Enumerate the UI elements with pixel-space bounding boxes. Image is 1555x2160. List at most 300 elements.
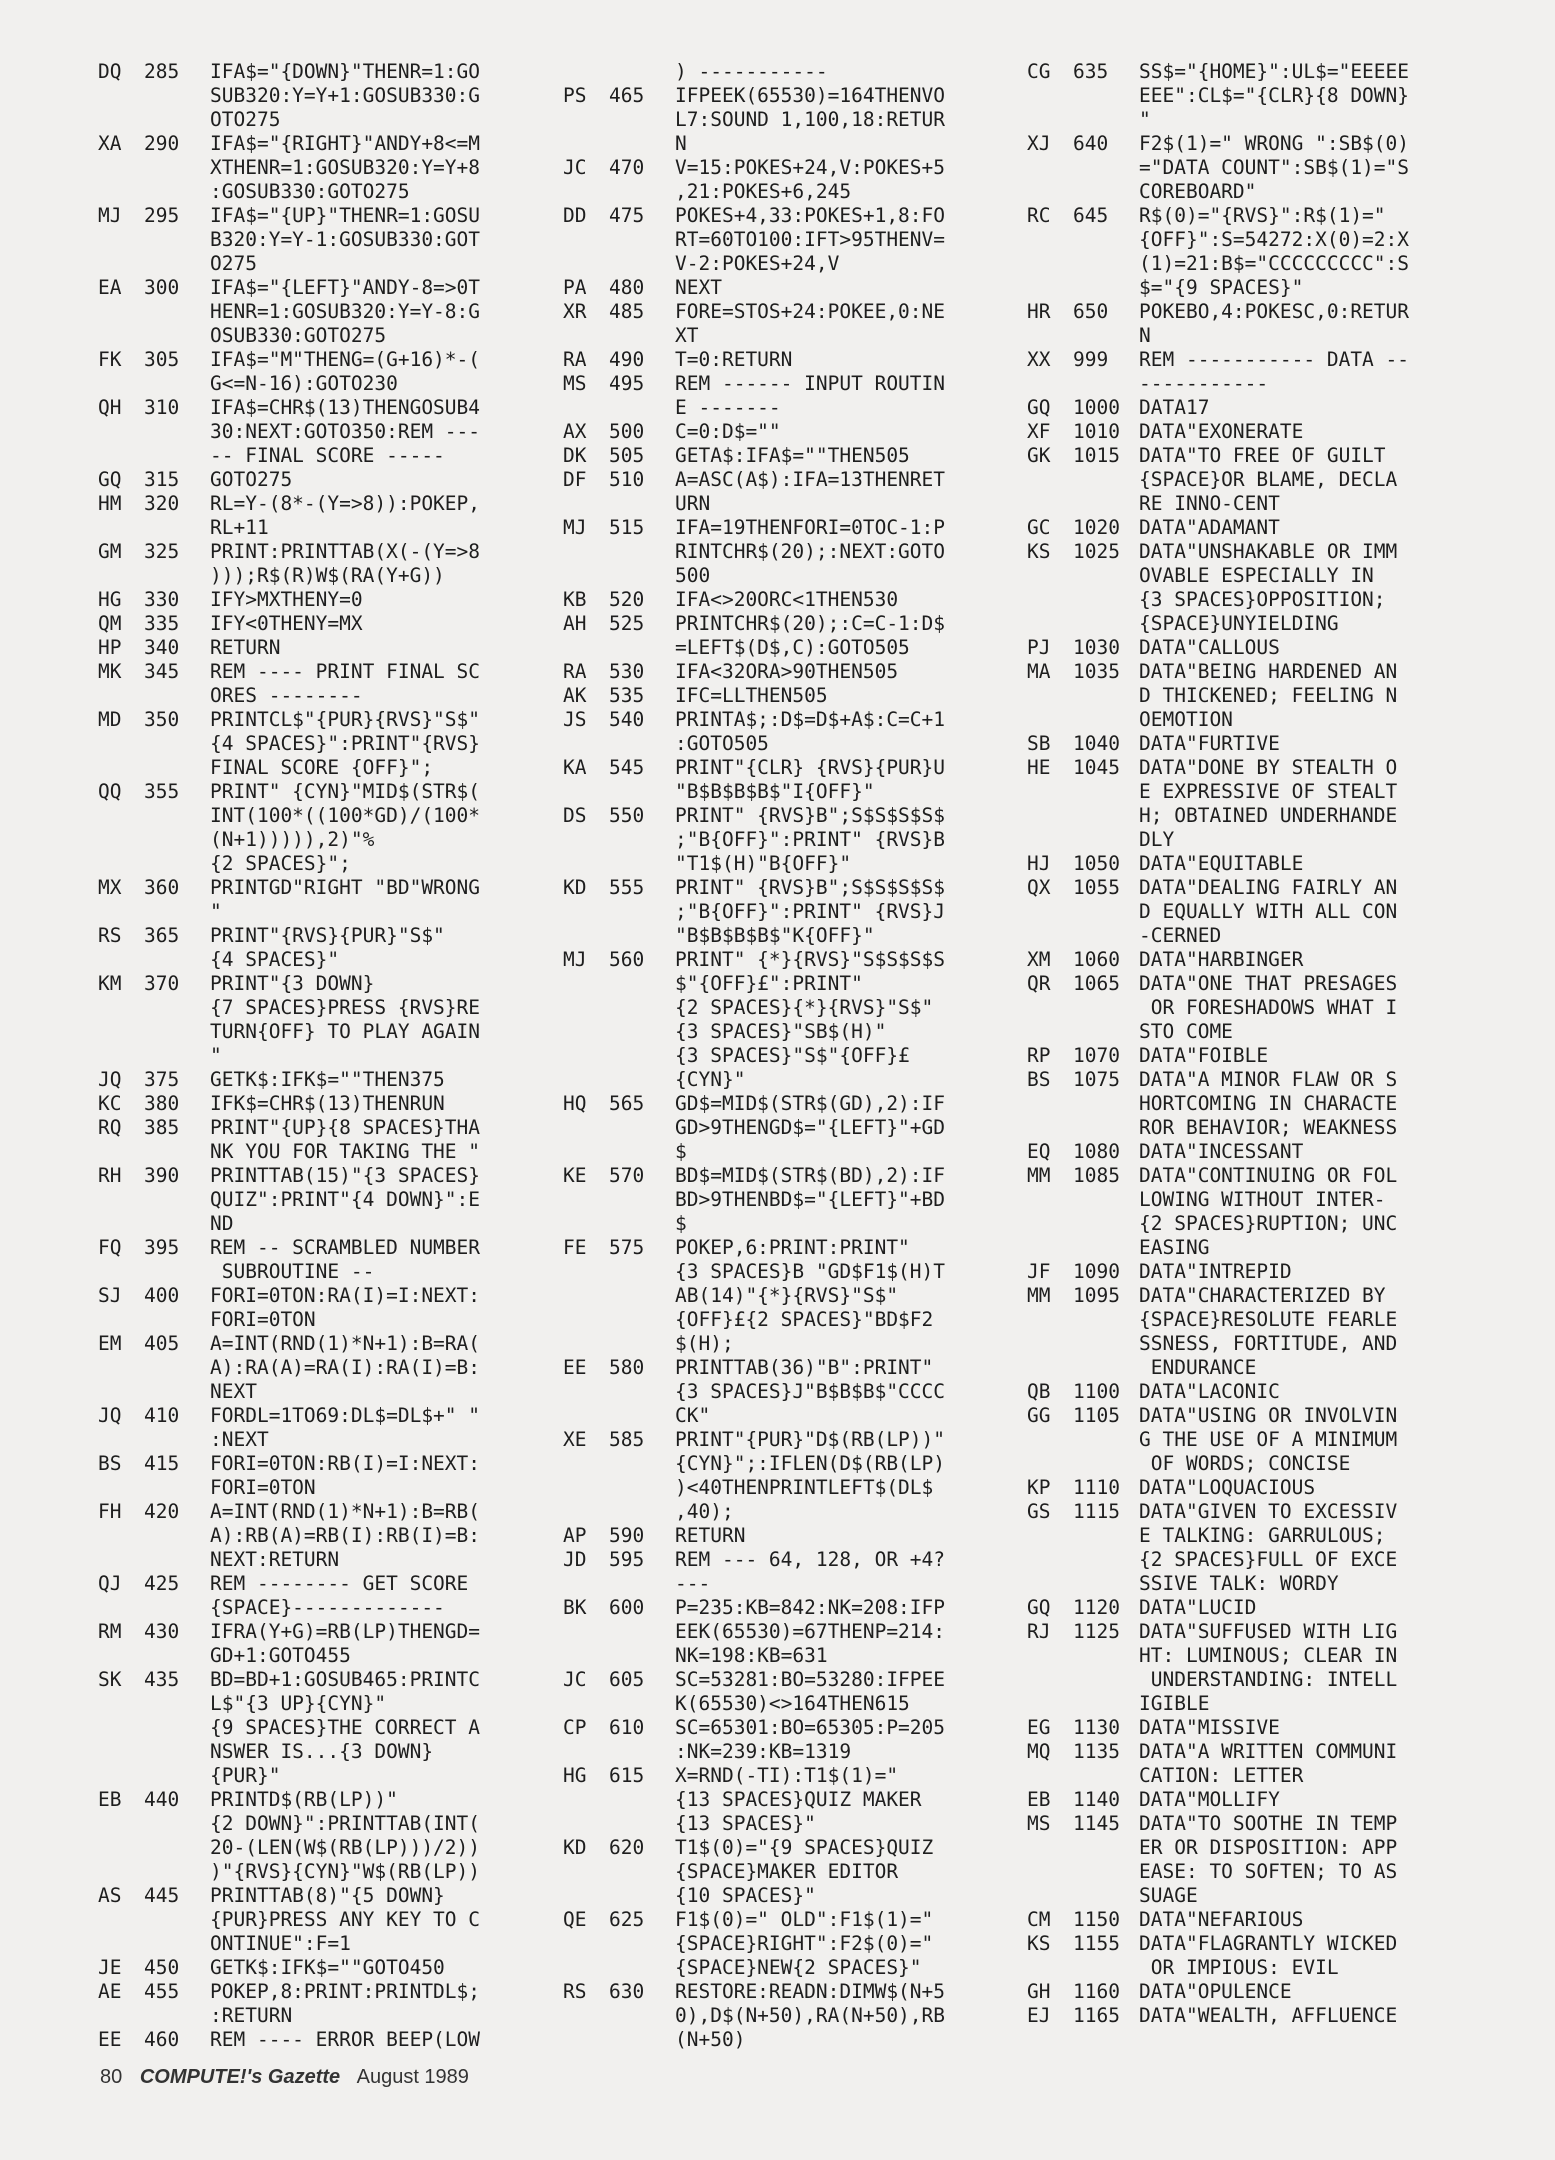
checksum-code: MS — [563, 372, 587, 395]
line-number: 400 — [144, 1284, 180, 1307]
listing-line — [98, 876, 533, 924]
checksum-code: HP — [98, 636, 122, 659]
code-line: PRINT" {CYN}"MID$(STR$( — [210, 780, 481, 803]
code-text — [210, 708, 533, 780]
code-line: AB(14)"{*}{RVS}"S$" — [675, 1284, 899, 1307]
code-line: HORTCOMING IN CHARACTE — [1139, 1092, 1398, 1115]
code-line: SUB320:Y=Y+1:GOSUB330:G — [210, 84, 481, 107]
line-number: 640 — [1073, 132, 1109, 155]
code-line: FORDL=1TO69:DL$=DL$+" " — [210, 1404, 481, 1427]
listing-line — [563, 804, 1005, 876]
listing-line — [98, 1332, 533, 1404]
listing-line — [563, 1596, 1005, 1668]
checksum-code: EB — [98, 1788, 122, 1811]
code-text — [675, 1092, 1005, 1164]
checksum-code: QE — [563, 1908, 587, 1931]
checksum-code: EB — [1027, 1788, 1051, 1811]
code-line: :GOTO505 — [675, 732, 769, 755]
listing-line — [98, 1236, 533, 1284]
code-text — [210, 60, 533, 132]
line-number: 590 — [609, 1524, 645, 1547]
listing-line — [1027, 660, 1467, 732]
code-text — [1139, 1500, 1467, 1596]
code-line: {3 SPACES}"SB$(H)" — [675, 1020, 887, 1043]
listing-line — [1027, 636, 1467, 660]
code-line: STO COME — [1139, 1020, 1233, 1043]
code-text — [1139, 660, 1467, 732]
code-line: -- FINAL SCORE ----- — [210, 444, 445, 467]
line-number: 1160 — [1073, 1980, 1120, 2003]
code-line: {SPACE}OR BLAME, DECLA — [1139, 468, 1398, 491]
listing-line — [563, 348, 1005, 372]
line-number: 440 — [144, 1788, 180, 1811]
listing-column-3 — [1027, 60, 1467, 2028]
listing-line — [1027, 948, 1467, 972]
code-text — [675, 684, 1005, 708]
code-line: 20-(LEN(W$(RB(LP)))/2)) — [210, 1836, 481, 1859]
code-line: 30:NEXT:GOTO350:REM --- — [210, 420, 481, 443]
code-line: COREBOARD" — [1139, 180, 1257, 203]
code-text — [210, 1332, 533, 1404]
listing-line — [563, 300, 1005, 348]
code-line: PRINTCL$"{PUR}{RVS}"S$" — [210, 708, 481, 731]
code-line: IFA=19THENFORI=0TOC-1:P — [675, 516, 946, 539]
line-number: 1010 — [1073, 420, 1120, 443]
line-number: 360 — [144, 876, 180, 899]
code-text — [210, 2028, 533, 2052]
listing-line — [98, 276, 533, 348]
code-text — [675, 1836, 1005, 1908]
code-line: (N+1))))),2)"% — [210, 828, 375, 851]
code-line: IGIBLE — [1139, 1692, 1210, 1715]
line-number: 550 — [609, 804, 645, 827]
line-number: 455 — [144, 1980, 180, 2003]
code-text — [1139, 1980, 1467, 2004]
code-line: NK=198:KB=631 — [675, 1644, 828, 1667]
listing-line — [1027, 1596, 1467, 1620]
line-number: 420 — [144, 1500, 180, 1523]
code-line: OR FORESHADOWS WHAT I — [1139, 996, 1398, 1019]
code-line: RINTCHR$(20);:NEXT:GOTO — [675, 540, 946, 563]
line-number: 340 — [144, 636, 180, 659]
code-text — [1139, 516, 1467, 540]
code-text — [1139, 1932, 1467, 1980]
code-line: RETURN — [210, 636, 281, 659]
code-line: IFA$="{UP}"THENR=1:GOSU — [210, 204, 481, 227]
code-line: L7:SOUND 1,100,18:RETUR — [675, 108, 946, 131]
line-number: 580 — [609, 1356, 645, 1379]
checksum-code: FE — [563, 1236, 587, 1259]
listing-line — [98, 1500, 533, 1572]
listing-line — [98, 1452, 533, 1500]
listing-line — [1027, 852, 1467, 876]
code-line: GOTO275 — [210, 468, 293, 491]
code-line: DATA"GIVEN TO EXCESSIV — [1139, 1500, 1398, 1523]
code-line: {2 SPACES}FULL OF EXCE — [1139, 1548, 1398, 1571]
code-line: HENR=1:GOSUB320:Y=Y-8:G — [210, 300, 481, 323]
line-number: 385 — [144, 1116, 180, 1139]
code-line: "B$B$B$B$"K{OFF}" — [675, 924, 875, 947]
checksum-code: RM — [98, 1620, 122, 1643]
code-text — [1139, 444, 1467, 516]
line-number: 490 — [609, 348, 645, 371]
code-line: PRINT"{3 DOWN} — [210, 972, 375, 995]
code-line: DATA"A WRITTEN COMMUNI — [1139, 1740, 1398, 1763]
line-number: 540 — [609, 708, 645, 731]
listing-line — [98, 1884, 533, 1956]
line-number: 630 — [609, 1980, 645, 2003]
code-text — [1139, 1140, 1467, 1164]
checksum-code: CG — [1027, 60, 1051, 83]
code-text — [675, 84, 1005, 156]
line-number: 335 — [144, 612, 180, 635]
code-line: {OFF}£{2 SPACES}"BD$F2 — [675, 1308, 934, 1331]
listing-line — [98, 396, 533, 468]
code-text — [1139, 348, 1467, 396]
listing-line — [98, 1092, 533, 1116]
listing-line — [1027, 1164, 1467, 1260]
code-line: {CYN}";:IFLEN(D$(RB(LP) — [675, 1452, 946, 1475]
line-number: 1075 — [1073, 1068, 1120, 1091]
checksum-code: RQ — [98, 1116, 122, 1139]
listing-line — [98, 972, 533, 1068]
code-line: PRINT"{CLR} {RVS}{PUR}U — [675, 756, 946, 779]
line-number: 595 — [609, 1548, 645, 1571]
line-number: 295 — [144, 204, 180, 227]
code-line: :GOSUB330:GOTO275 — [210, 180, 410, 203]
listing-column-2 — [563, 60, 1005, 2052]
line-number: 1125 — [1073, 1620, 1120, 1643]
code-text — [210, 876, 533, 924]
checksum-code: EE — [563, 1356, 587, 1379]
code-text — [675, 1764, 1005, 1836]
code-text — [210, 1092, 533, 1116]
code-line: PRINTTAB(36)"B":PRINT" — [675, 1356, 934, 1379]
code-text — [675, 444, 1005, 468]
code-line: )));R$(R)W$(RA(Y+G)) — [210, 564, 445, 587]
listing-line — [98, 1284, 533, 1332]
page-number: 80 — [100, 2066, 123, 2088]
code-text — [1139, 1380, 1467, 1404]
listing-line — [563, 1668, 1005, 1716]
code-line: REM ------ INPUT ROUTIN — [675, 372, 946, 395]
line-number: 460 — [144, 2028, 180, 2051]
code-line: EASE: TO SOFTEN; TO AS — [1139, 1860, 1398, 1883]
line-number: 355 — [144, 780, 180, 803]
line-number: 1090 — [1073, 1260, 1120, 1283]
checksum-code: DD — [563, 204, 587, 227]
code-text — [210, 1284, 533, 1332]
code-line: REM --- 64, 128, OR +4? — [675, 1548, 946, 1571]
code-text — [210, 492, 533, 540]
code-line: {13 SPACES}QUIZ MAKER — [675, 1788, 922, 1811]
code-text — [1139, 1596, 1467, 1620]
code-text — [210, 1620, 533, 1668]
code-text — [675, 708, 1005, 756]
checksum-code: AS — [98, 1884, 122, 1907]
listing-line — [1027, 60, 1467, 132]
listing-line — [563, 876, 1005, 948]
checksum-code: HM — [98, 492, 122, 515]
code-line: {2 DOWN}":PRINTTAB(INT( — [210, 1812, 481, 1835]
code-line: DATA"CONTINUING OR FOL — [1139, 1164, 1398, 1187]
code-line: {SPACE}RESOLUTE FEARLE — [1139, 1308, 1398, 1331]
line-number: 1015 — [1073, 444, 1120, 467]
line-number: 560 — [609, 948, 645, 971]
code-line: E TALKING: GARRULOUS; — [1139, 1524, 1386, 1547]
code-line: DATA"ONE THAT PRESAGES — [1139, 972, 1398, 995]
code-text — [675, 156, 1005, 204]
code-line: DATA"LUCID — [1139, 1596, 1257, 1619]
checksum-code: RP — [1027, 1044, 1051, 1067]
code-line: INT(100*((100*GD)/(100* — [210, 804, 481, 827]
code-text — [675, 1668, 1005, 1716]
line-number: 1120 — [1073, 1596, 1120, 1619]
listing-line — [563, 1908, 1005, 1980]
code-line: IFA<32ORA>90THEN505 — [675, 660, 899, 683]
code-line: URN — [675, 492, 711, 515]
code-line: ND — [210, 1212, 234, 1235]
checksum-code: MM — [1027, 1164, 1051, 1187]
code-line: FORE=STOS+24:POKEE,0:NE — [675, 300, 946, 323]
line-number: 1130 — [1073, 1716, 1120, 1739]
code-line: {PUR}PRESS ANY KEY TO C — [210, 1908, 481, 1931]
line-number: 1035 — [1073, 660, 1120, 683]
line-number: 605 — [609, 1668, 645, 1691]
code-line: DATA"HARBINGER — [1139, 948, 1304, 971]
line-number: 635 — [1073, 60, 1109, 83]
code-text — [210, 1668, 533, 1788]
code-line: (1)=21:B$="CCCCCCCCC":S — [1139, 252, 1410, 275]
code-line: V=15:POKES+24,V:POKES+5 — [675, 156, 946, 179]
line-number: 625 — [609, 1908, 645, 1931]
code-text — [675, 300, 1005, 348]
code-text — [675, 276, 1005, 300]
code-line: GETK$:IFK$=""THEN375 — [210, 1068, 445, 1091]
code-text — [210, 132, 533, 204]
line-number: 330 — [144, 588, 180, 611]
checksum-code: AE — [98, 1980, 122, 2003]
listing-line — [1027, 1788, 1467, 1812]
code-line: (N+50) — [675, 2028, 746, 2051]
line-number: 1115 — [1073, 1500, 1120, 1523]
line-number: 485 — [609, 300, 645, 323]
listing-line — [563, 1236, 1005, 1356]
line-number: 1000 — [1073, 396, 1120, 419]
code-line: NEXT — [675, 276, 722, 299]
code-line: T=0:RETURN — [675, 348, 793, 371]
code-line: {CYN}" — [675, 1068, 746, 1091]
code-text — [210, 1164, 533, 1236]
listing-line — [563, 948, 1005, 1092]
line-number: 515 — [609, 516, 645, 539]
code-line: {2 SPACES}RUPTION; UNC — [1139, 1212, 1398, 1235]
line-number: 310 — [144, 396, 180, 419]
code-line: RT=60TO100:IFT>95THENV= — [675, 228, 946, 251]
code-text — [1139, 300, 1467, 348]
checksum-code: XE — [563, 1428, 587, 1451]
listing-line — [1027, 972, 1467, 1044]
listing-line — [563, 1836, 1005, 1908]
checksum-code: MX — [98, 876, 122, 899]
listing-line — [1027, 204, 1467, 300]
listing-line — [1027, 1476, 1467, 1500]
code-text — [1139, 852, 1467, 876]
checksum-code: XM — [1027, 948, 1051, 971]
code-text — [1139, 1404, 1467, 1476]
code-text — [675, 876, 1005, 948]
line-number: 285 — [144, 60, 180, 83]
checksum-code: RA — [563, 348, 587, 371]
line-number: 1070 — [1073, 1044, 1120, 1067]
line-number: 320 — [144, 492, 180, 515]
listing-line — [1027, 1500, 1467, 1596]
code-line: 500 — [675, 564, 711, 587]
code-text — [1139, 420, 1467, 444]
checksum-code: KM — [98, 972, 122, 995]
code-line: IFA$="{LEFT}"ANDY-8=>0T — [210, 276, 481, 299]
code-text — [675, 1596, 1005, 1668]
code-line: POKES+4,33:POKES+1,8:FO — [675, 204, 946, 227]
listing-line — [1027, 1812, 1467, 1908]
code-line: PRINTA$;:D$=D$+A$:C=C+1 — [675, 708, 946, 731]
line-number: 1020 — [1073, 516, 1120, 539]
code-line: A):RB(A)=RB(I):RB(I)=B: — [210, 1524, 481, 1547]
code-line: NEXT:RETURN — [210, 1548, 340, 1571]
listing-line — [98, 636, 533, 660]
listing-line — [1027, 2004, 1467, 2028]
code-line: FORI=0TON:RA(I)=I:NEXT: — [210, 1284, 481, 1307]
code-text — [210, 1956, 533, 1980]
code-line: "B$B$B$B$"I{OFF}" — [675, 780, 875, 803]
code-text — [210, 1452, 533, 1500]
checksum-code: MA — [1027, 660, 1051, 683]
code-text — [1139, 1260, 1467, 1284]
listing-line — [1027, 876, 1467, 948]
code-text — [675, 348, 1005, 372]
listing-line — [563, 1764, 1005, 1836]
line-number: 435 — [144, 1668, 180, 1691]
code-line: EASING — [1139, 1236, 1210, 1259]
checksum-code: HQ — [563, 1092, 587, 1115]
line-number: 480 — [609, 276, 645, 299]
checksum-code: FK — [98, 348, 122, 371]
line-number: 1105 — [1073, 1404, 1120, 1427]
line-number: 445 — [144, 1884, 180, 1907]
code-line: ;"B{OFF}":PRINT" {RVS}J — [675, 900, 946, 923]
code-line: HT: LUMINOUS; CLEAR IN — [1139, 1644, 1398, 1667]
code-line: IFY<0THENY=MX — [210, 612, 363, 635]
code-line: {4 SPACES}":PRINT"{RVS} — [210, 732, 481, 755]
code-line: {3 SPACES}OPPOSITION; — [1139, 588, 1386, 611]
checksum-code: XR — [563, 300, 587, 323]
line-number: 500 — [609, 420, 645, 443]
code-line: {9 SPACES}THE CORRECT A — [210, 1716, 481, 1739]
code-line: PRINTTAB(8)"{5 DOWN} — [210, 1884, 445, 1907]
code-line: C=0:D$="" — [675, 420, 781, 443]
code-line: {10 SPACES}" — [675, 1884, 816, 1907]
code-line: PRINT" {RVS}B";S$S$S$S$ — [675, 804, 946, 827]
code-line: PRINT" {RVS}B";S$S$S$S$ — [675, 876, 946, 899]
code-text — [1139, 1068, 1467, 1140]
code-line: :RETURN — [210, 2004, 293, 2027]
checksum-code: HG — [98, 588, 122, 611]
code-line: FINAL SCORE {OFF}"; — [210, 756, 434, 779]
code-line: {SPACE}MAKER EDITOR — [675, 1860, 899, 1883]
line-number: 565 — [609, 1092, 645, 1115]
line-number: 530 — [609, 660, 645, 683]
checksum-code: MS — [1027, 1812, 1051, 1835]
checksum-code: MD — [98, 708, 122, 731]
checksum-code: PJ — [1027, 636, 1051, 659]
listing-line — [563, 1716, 1005, 1764]
listing-line — [1027, 1932, 1467, 1980]
code-line: RESTORE:READN:DIMW$(N+5 — [675, 1980, 946, 2003]
checksum-code: EG — [1027, 1716, 1051, 1739]
code-line: -CERNED — [1139, 924, 1222, 947]
checksum-code: EE — [98, 2028, 122, 2051]
listing-line — [1027, 1620, 1467, 1716]
line-number: 1150 — [1073, 1908, 1120, 1931]
code-text — [210, 780, 533, 876]
checksum-code: KB — [563, 588, 587, 611]
checksum-code: GH — [1027, 1980, 1051, 2003]
code-text — [1139, 1788, 1467, 1812]
line-number: 600 — [609, 1596, 645, 1619]
listing-line — [1027, 1260, 1467, 1284]
checksum-code: GQ — [1027, 396, 1051, 419]
code-line: BD$=MID$(STR$(BD),2):IF — [675, 1164, 946, 1187]
listing-line — [563, 444, 1005, 468]
code-line: N — [675, 132, 687, 155]
code-text — [210, 1500, 533, 1572]
code-text — [210, 660, 533, 708]
checksum-code: JC — [563, 156, 587, 179]
code-line: DATA"DONE BY STEALTH O — [1139, 756, 1398, 779]
code-line: POKEP,6:PRINT:PRINT" — [675, 1236, 910, 1259]
listing-line — [563, 660, 1005, 684]
checksum-code: GS — [1027, 1500, 1051, 1523]
listing-line — [98, 60, 533, 132]
listing-line — [563, 588, 1005, 612]
line-number: 395 — [144, 1236, 180, 1259]
code-text — [675, 1908, 1005, 1980]
code-line: ER OR DISPOSITION: APP — [1139, 1836, 1398, 1859]
line-number: 1065 — [1073, 972, 1120, 995]
code-line: {2 SPACES}{*}{RVS}"S$" — [675, 996, 934, 1019]
listing-line — [98, 540, 533, 588]
listing-line — [1027, 1284, 1467, 1380]
code-text — [210, 1572, 533, 1620]
checksum-code: AX — [563, 420, 587, 443]
checksum-code: GQ — [1027, 1596, 1051, 1619]
checksum-code: HE — [1027, 756, 1051, 779]
listing-line — [98, 1116, 533, 1164]
line-number: 290 — [144, 132, 180, 155]
code-line: GETA$:IFA$=""THEN505 — [675, 444, 910, 467]
code-text — [1139, 1620, 1467, 1716]
code-line: BD>9THENBD$="{LEFT}"+BD — [675, 1188, 946, 1211]
code-line: REM ---- ERROR BEEP(LOW — [210, 2028, 481, 2051]
checksum-code: EM — [98, 1332, 122, 1355]
issue-date: August 1989 — [356, 2066, 469, 2088]
line-number: 610 — [609, 1716, 645, 1739]
code-text — [210, 588, 533, 612]
code-line: D EQUALLY WITH ALL CON — [1139, 900, 1398, 923]
code-line: F2$(1)=" WRONG ":SB$(0) — [1139, 132, 1410, 155]
code-line: DATA"LOQUACIOUS — [1139, 1476, 1316, 1499]
code-text — [210, 1116, 533, 1164]
